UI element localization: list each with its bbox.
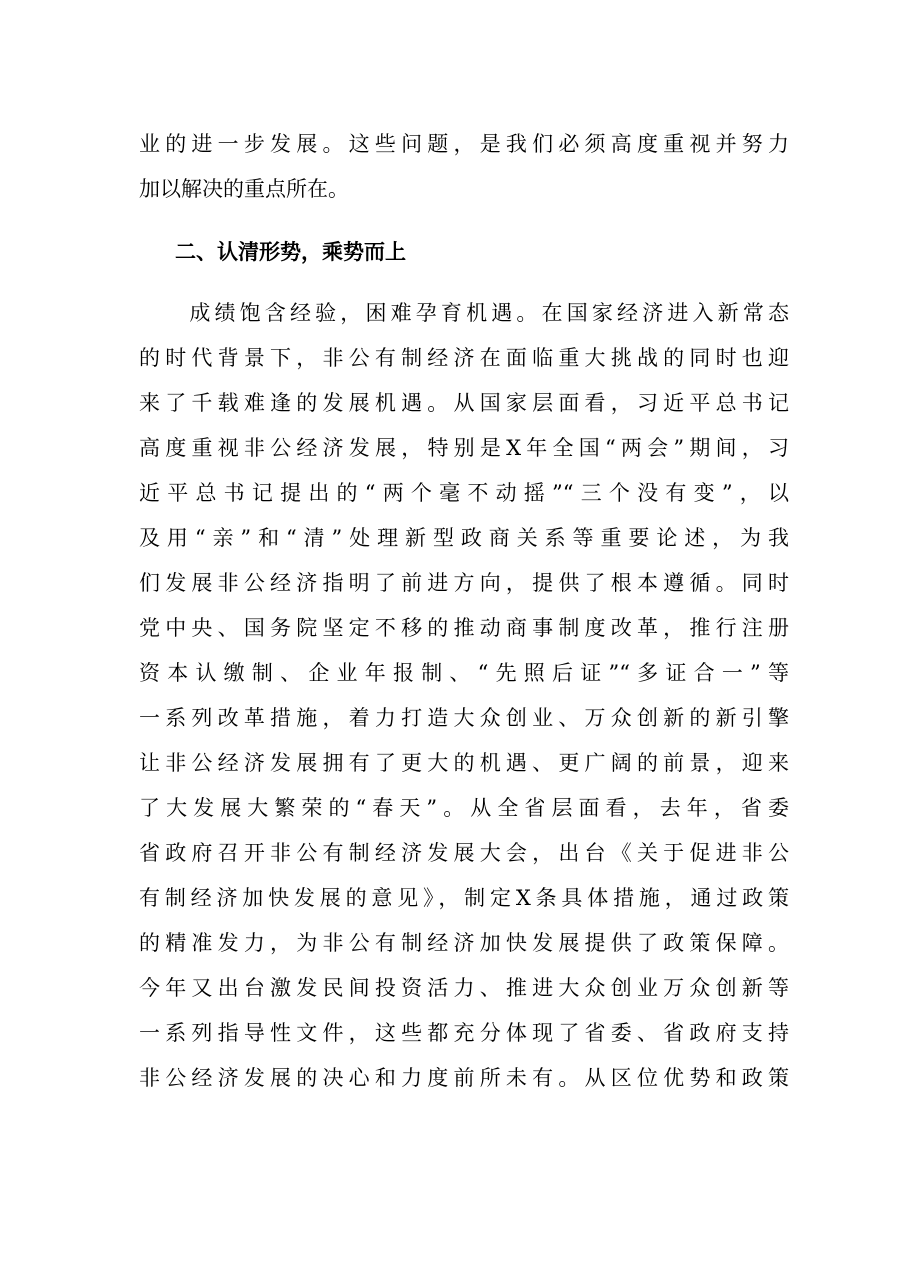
text-line: 业的进一步发展。这些问题，是我们必须高度重视并努力	[139, 132, 789, 156]
text-line: 们发展非公经济指明了前进方向，提供了根本遵循。同时	[139, 571, 789, 595]
text-line: 的时代背景下，非公有制经济在面临重大挑战的同时也迎	[139, 346, 789, 370]
section-heading: 二、认清形势，乘势而上	[175, 240, 406, 264]
text-line: 加以解决的重点所在。	[139, 177, 349, 201]
body-paragraph	[139, 291, 789, 1101]
text-line: 非公经济发展的决心和力度前所未有。从区位优势和政策	[139, 1066, 789, 1090]
text-line: 资本认缴制、企业年报制、“先照后证”“多证合一”等	[139, 661, 789, 685]
text-line: 一系列改革措施，着力打造大众创业、万众创新的新引擎	[139, 706, 789, 730]
intro-paragraph	[139, 122, 789, 212]
text-line: 让非公经济发展拥有了更大的机遇、更广阔的前景，迎来	[139, 751, 789, 775]
text-line: 成绩饱含经验，困难孕育机遇。在国家经济进入新常态	[139, 301, 789, 325]
text-line: 近平总书记提出的“两个毫不动摇”“三个没有变”，以	[139, 481, 789, 505]
text-line: 高度重视非公经济发展，特别是X年全国“两会”期间，习	[139, 436, 789, 460]
text-line: 了大发展大繁荣的“春天”。从全省层面看，去年，省委	[139, 796, 789, 820]
text-line: 及用“亲”和“清”处理新型政商关系等重要论述，为我	[139, 526, 789, 550]
text-line: 一系列指导性文件，这些都充分体现了省委、省政府支持	[139, 1021, 789, 1045]
text-line: 省政府召开非公有制经济发展大会，出台《关于促进非公	[139, 841, 789, 865]
text-line: 有制经济加快发展的意见》，制定X条具体措施，通过政策	[139, 886, 789, 910]
text-line: 党中央、国务院坚定不移的推动商事制度改革，推行注册	[139, 616, 789, 640]
text-line: 来了千载难逢的发展机遇。从国家层面看，习近平总书记	[139, 391, 789, 415]
text-line: 的精准发力，为非公有制经济加快发展提供了政策保障。	[139, 931, 789, 955]
text-line: 今年又出台激发民间投资活力、推进大众创业万众创新等	[139, 976, 789, 1000]
